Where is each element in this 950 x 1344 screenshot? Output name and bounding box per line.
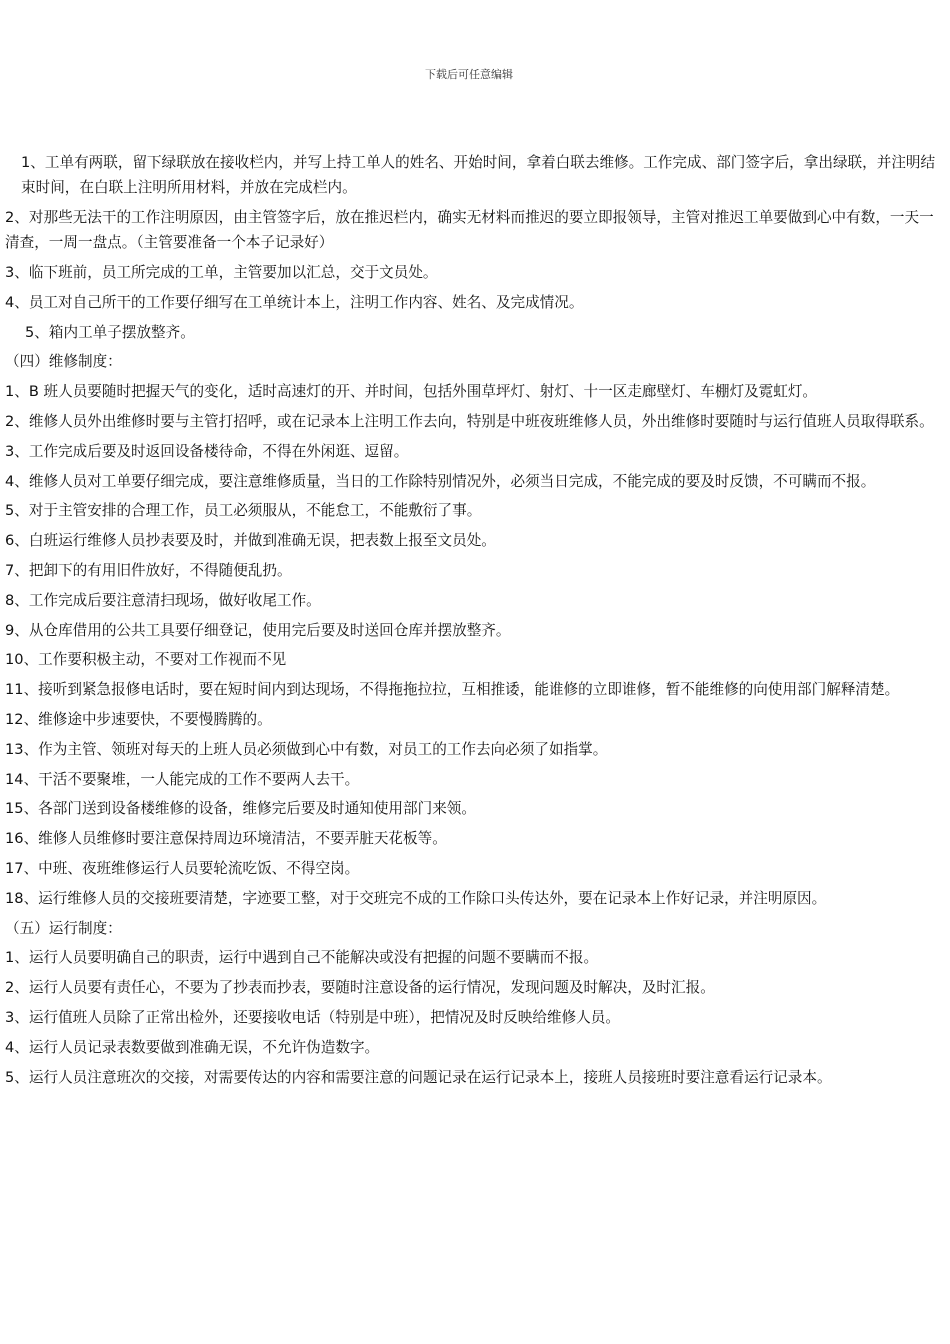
paragraph: 17、中班、夜班维修运行人员要轮流吃饭、不得空岗。 [5,859,360,877]
paragraph: 1、运行人员要明确自己的职责，运行中遇到自己不能解决或没有把握的问题不要瞒而不报。 [5,949,599,967]
paragraph: 15、各部门送到设备楼维修的设备，维修完后要及时通知使用部门来领。 [5,800,476,818]
paragraph: 9、从仓库借用的公共工具要仔细登记，使用完后要及时送回仓库并摆放整齐。 [5,621,511,639]
paragraph: 8、工作完成后要注意清扫现场，做好收尾工作。 [5,591,321,609]
paragraph: 3、临下班前，员工所完成的工单，主管要加以汇总，交于文员处。 [5,264,438,281]
paragraph: 12、维修途中步速要快，不要慢腾腾的。 [5,710,272,728]
paragraph: 16、维修人员维修时要注意保持周边环境清洁，不要弄脏天花板等。 [5,830,447,848]
paragraph: 1、工单有两联，留下绿联放在接收栏内，并写上持工单人的姓名、开始时间，拿着白联去维修。工作完成、部门签字后，拿出绿联，并注明结束时间，在白联上注明所用材料，并放在完成栏内。 [21,154,936,197]
paragraph: 7、把卸下的有用旧件放好，不得随便乱扔。 [5,561,292,579]
paragraph: 13、作为主管、领班对每天的上班人员必须做到心中有数，对员工的工作去向必须了如指掌。 [5,740,608,758]
paragraph: 6、白班运行维修人员抄表要及时，并做到准确无误，把表数上报至文员处。 [5,532,496,550]
header-note: 下载后可任意编辑 [425,68,513,81]
paragraph: 10、工作要积极主动，不要对工作视而不见 [5,651,287,669]
paragraph: 18、运行维修人员的交接班要清楚，字迹要工整，对于交班完不成的工作除口头传达外，要在记录本上作好记录，并注明原因。 [5,889,827,907]
document-body [5,150,943,1094]
paragraph: 5、对于主管安排的合理工作，员工必须服从，不能怠工，不能敷衍了事。 [5,502,482,520]
paragraph: 2、运行人员要有责任心，不要为了抄表而抄表，要随时注意设备的运行情况，发现问题及时解决，及时汇报。 [5,979,715,997]
paragraph: 5、运行人员注意班次的交接，对需要传达的内容和需要注意的问题记录在运行记录本上，接班人员接班时要注意看运行记录本。 [5,1068,832,1086]
paragraph: 2、维修人员外出维修时要与主管打招呼，或在记录本上注明工作去向，特别是中班夜班维修人员，外出维修时要随时与运行值班人员取得联系。 [5,412,934,430]
paragraph: （五）运行制度： [5,919,122,937]
paragraph: 4、维修人员对工单要仔细完成，要注意维修质量，当日的工作除特别情况外，必须当日完成，不能完成的要及时反馈，不可瞒而不报。 [5,472,876,490]
paragraph: 3、工作完成后要及时返回设备楼待命，不得在外闲逛、逗留。 [5,442,409,460]
paragraph: 3、运行值班人员除了正常出检外，还要接收电话（特别是中班），把情况及时反映给维修人员。 [5,1008,620,1026]
paragraph: （四）维修制度： [5,353,122,371]
paragraph: 14、干活不要聚堆，一人能完成的工作不要两人去干。 [5,770,360,788]
paragraph: 1、B 班人员要随时把握天气的变化，适时高速灯的开、并时间，包括外围草坪灯、射灯、十一区走廊壁灯、车棚灯及霓虹灯。 [5,383,818,401]
paragraph: 4、运行人员记录表数要做到准确无误，不允许伪造数字。 [5,1038,380,1056]
paragraph: 5、箱内工单子摆放整齐。 [25,323,195,341]
paragraph: 2、对那些无法干的工作注明原因，由主管签字后，放在推迟栏内，确实无材料而推迟的要立即报领导，主管对推迟工单要做到心中有数，一天一清查，一周一盘点。（主管要准备一个本子记录好） [5,209,934,252]
paragraph: 11、接听到紧急报修电话时，要在短时间内到达现场，不得拖拖拉拉，互相推诿，能谁修的立即谁修，暂不能维修的向使用部门解释清楚。 [5,681,900,699]
paragraph: 4、员工对自己所干的工作要仔细写在工单统计本上，注明工作内容、姓名、及完成情况。 [5,293,584,311]
